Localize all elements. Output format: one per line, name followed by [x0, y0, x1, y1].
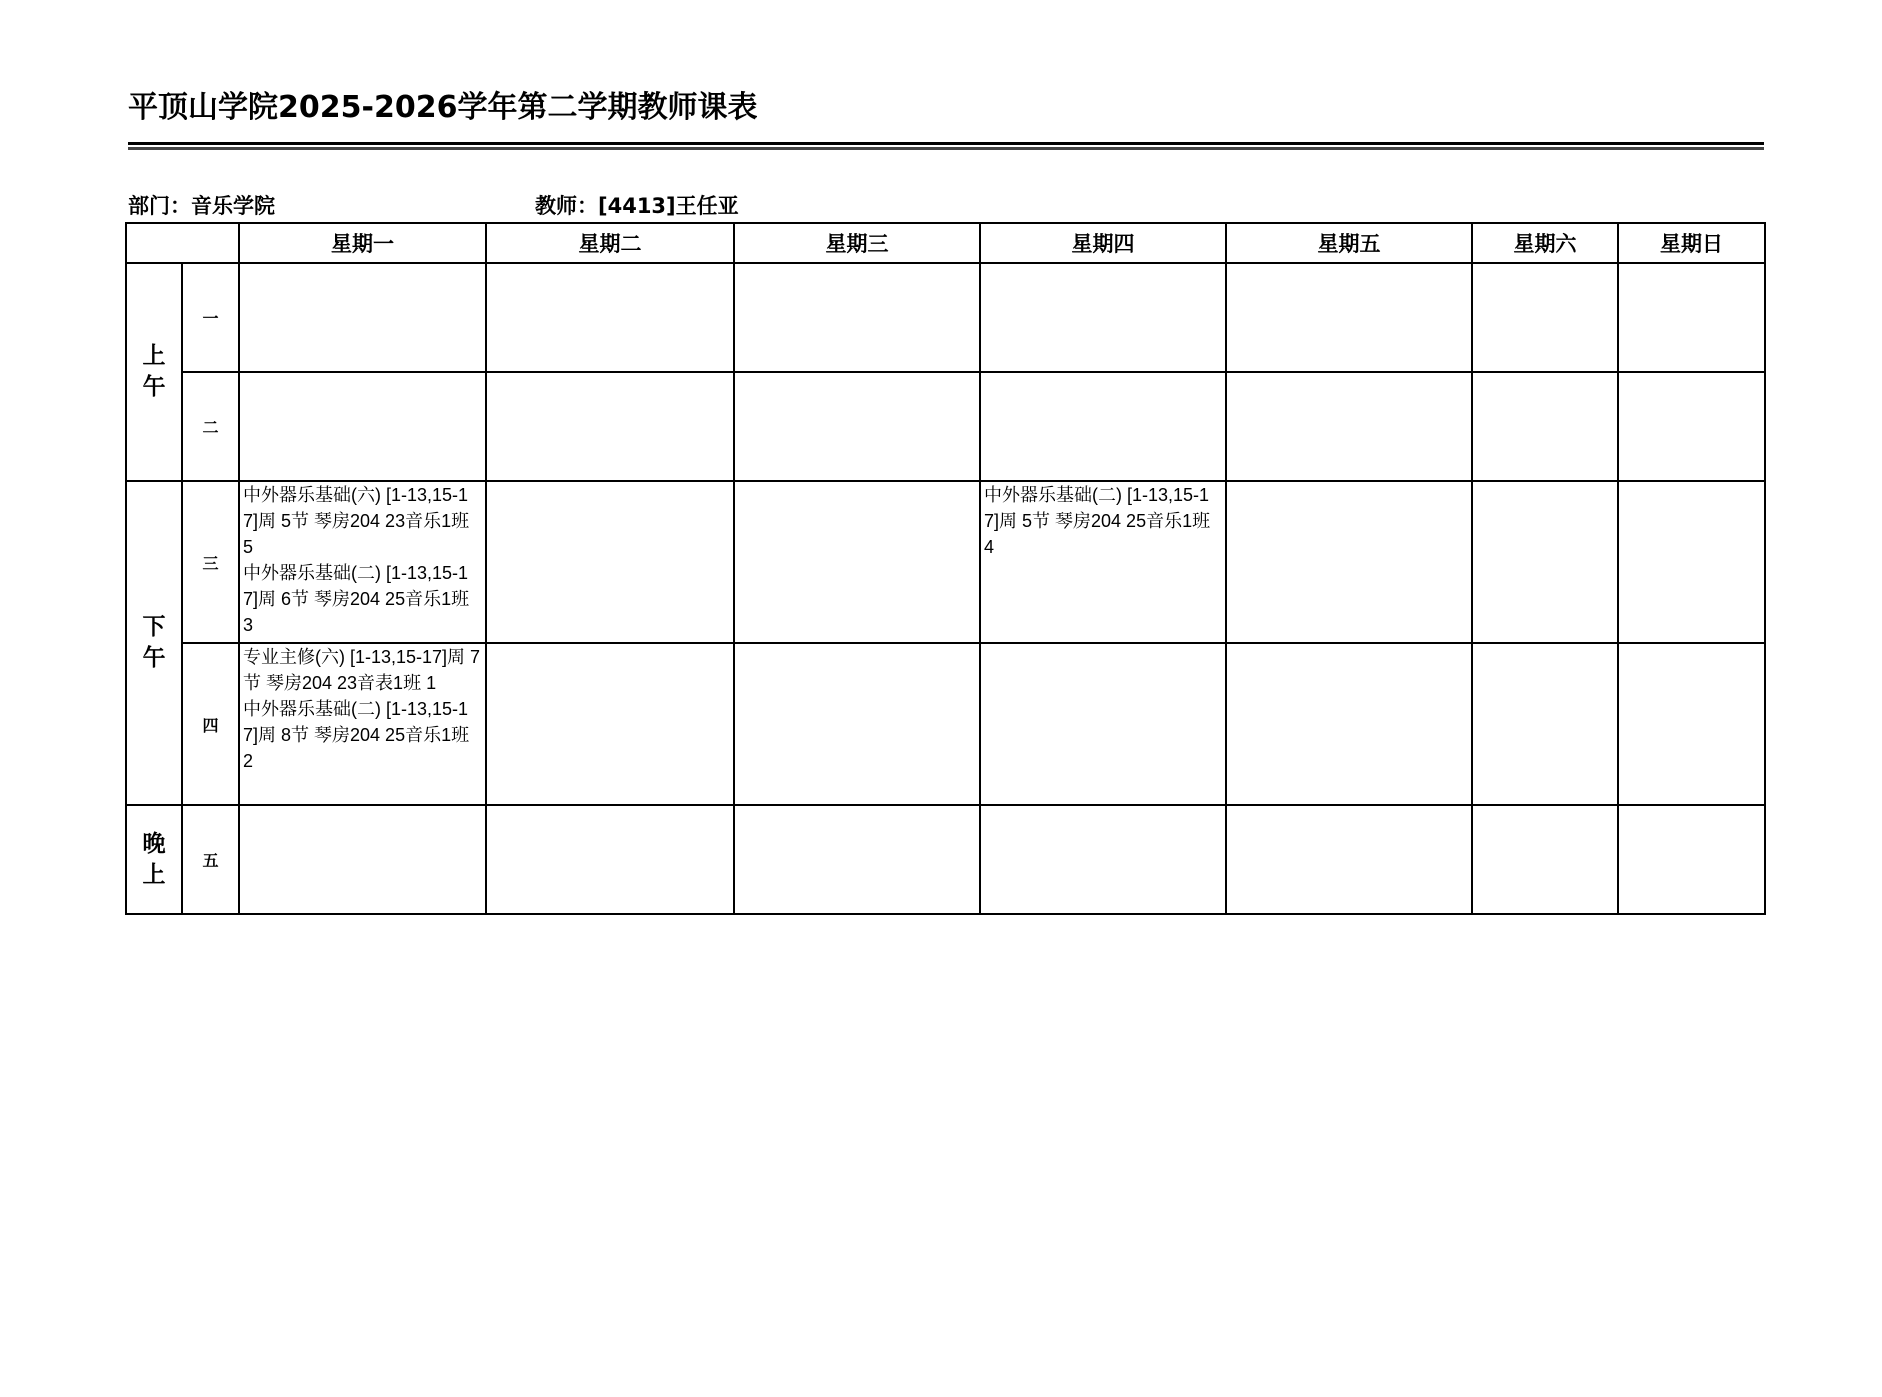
group-evening: 晚 上 — [126, 805, 182, 914]
slot-p2-mon — [239, 372, 486, 481]
slot-p2-sun — [1618, 372, 1765, 481]
slot-p1-fri — [1226, 263, 1472, 372]
slot-p1-mon — [239, 263, 486, 372]
teacher-label: 教师：[4413]王任亚 — [535, 194, 739, 218]
slot-p4-mon — [239, 643, 486, 805]
slot-p3-wed — [734, 481, 980, 643]
slot-p4-thu — [980, 643, 1226, 805]
header-row — [126, 223, 1765, 263]
slot-p3-fri — [1226, 481, 1472, 643]
day-header-sat: 星期六 — [1472, 223, 1618, 263]
day-header-thu: 星期四 — [980, 223, 1226, 263]
slot-p5-wed — [734, 805, 980, 914]
slot-p2-wed — [734, 372, 980, 481]
period-row-1 — [126, 263, 1765, 372]
period-label-4: 四 — [182, 643, 239, 805]
slot-p2-thu — [980, 372, 1226, 481]
period-label-2: 二 — [182, 372, 239, 481]
slot-p4-sun — [1618, 643, 1765, 805]
slot-p1-tue — [486, 263, 734, 372]
period-row-4 — [126, 643, 1765, 805]
slot-p5-mon — [239, 805, 486, 914]
slot-p3-sun — [1618, 481, 1765, 643]
slot-p4-tue — [486, 643, 734, 805]
group-afternoon: 下 午 — [126, 481, 182, 805]
slot-p3-tue — [486, 481, 734, 643]
period-label-5: 五 — [182, 805, 239, 914]
slot-p5-tue — [486, 805, 734, 914]
course-entry: 中外器乐基础(六) [1-13,15-17]周 5节 琴房204 23音乐1班 5 中外器乐基础(二) [1-13,15-17]周 6节 琴房204 25音乐1班 3 — [243, 485, 470, 635]
group-morning: 上 午 — [126, 263, 182, 481]
course-entry: 中外器乐基础(二) [1-13,15-17]周 5节 琴房204 25音乐1班 4 — [984, 485, 1216, 557]
slot-p1-sun — [1618, 263, 1765, 372]
slot-p2-fri — [1226, 372, 1472, 481]
course-entry: 专业主修(六) [1-13,15-17]周 7节 琴房204 23音表1班 1 中外器乐基础(二) [1-13,15-17]周 8节 琴房204 25音乐1班 2 — [243, 647, 481, 771]
slot-p4-sat — [1472, 643, 1618, 805]
page-title: 平顶山学院2025-2026学年第二学期教师课表 — [128, 90, 758, 125]
department-label: 部门：音乐学院 — [128, 194, 275, 218]
slot-p1-wed — [734, 263, 980, 372]
day-header-sun: 星期日 — [1618, 223, 1765, 263]
day-header-wed: 星期三 — [734, 223, 980, 263]
period-row-5 — [126, 805, 1765, 914]
slot-p4-fri — [1226, 643, 1472, 805]
slot-p5-fri — [1226, 805, 1472, 914]
slot-p5-sat — [1472, 805, 1618, 914]
slot-p1-sat — [1472, 263, 1618, 372]
day-header-tue: 星期二 — [486, 223, 734, 263]
slot-p2-tue — [486, 372, 734, 481]
period-label-3: 三 — [182, 481, 239, 643]
slot-p4-wed — [734, 643, 980, 805]
slot-p3-thu — [980, 481, 1226, 643]
slot-p2-sat — [1472, 372, 1618, 481]
slot-p5-thu — [980, 805, 1226, 914]
period-label-1: 一 — [182, 263, 239, 372]
slot-p1-thu — [980, 263, 1226, 372]
slot-p5-sun — [1618, 805, 1765, 914]
title-divider — [128, 142, 1764, 145]
period-row-2 — [126, 372, 1765, 481]
corner-cell — [126, 223, 239, 263]
title-divider-secondary — [128, 147, 1764, 150]
period-row-3 — [126, 481, 1765, 643]
slot-p3-sat — [1472, 481, 1618, 643]
schedule-table — [125, 222, 1766, 915]
day-header-fri: 星期五 — [1226, 223, 1472, 263]
slot-p3-mon — [239, 481, 486, 643]
day-header-mon: 星期一 — [239, 223, 486, 263]
